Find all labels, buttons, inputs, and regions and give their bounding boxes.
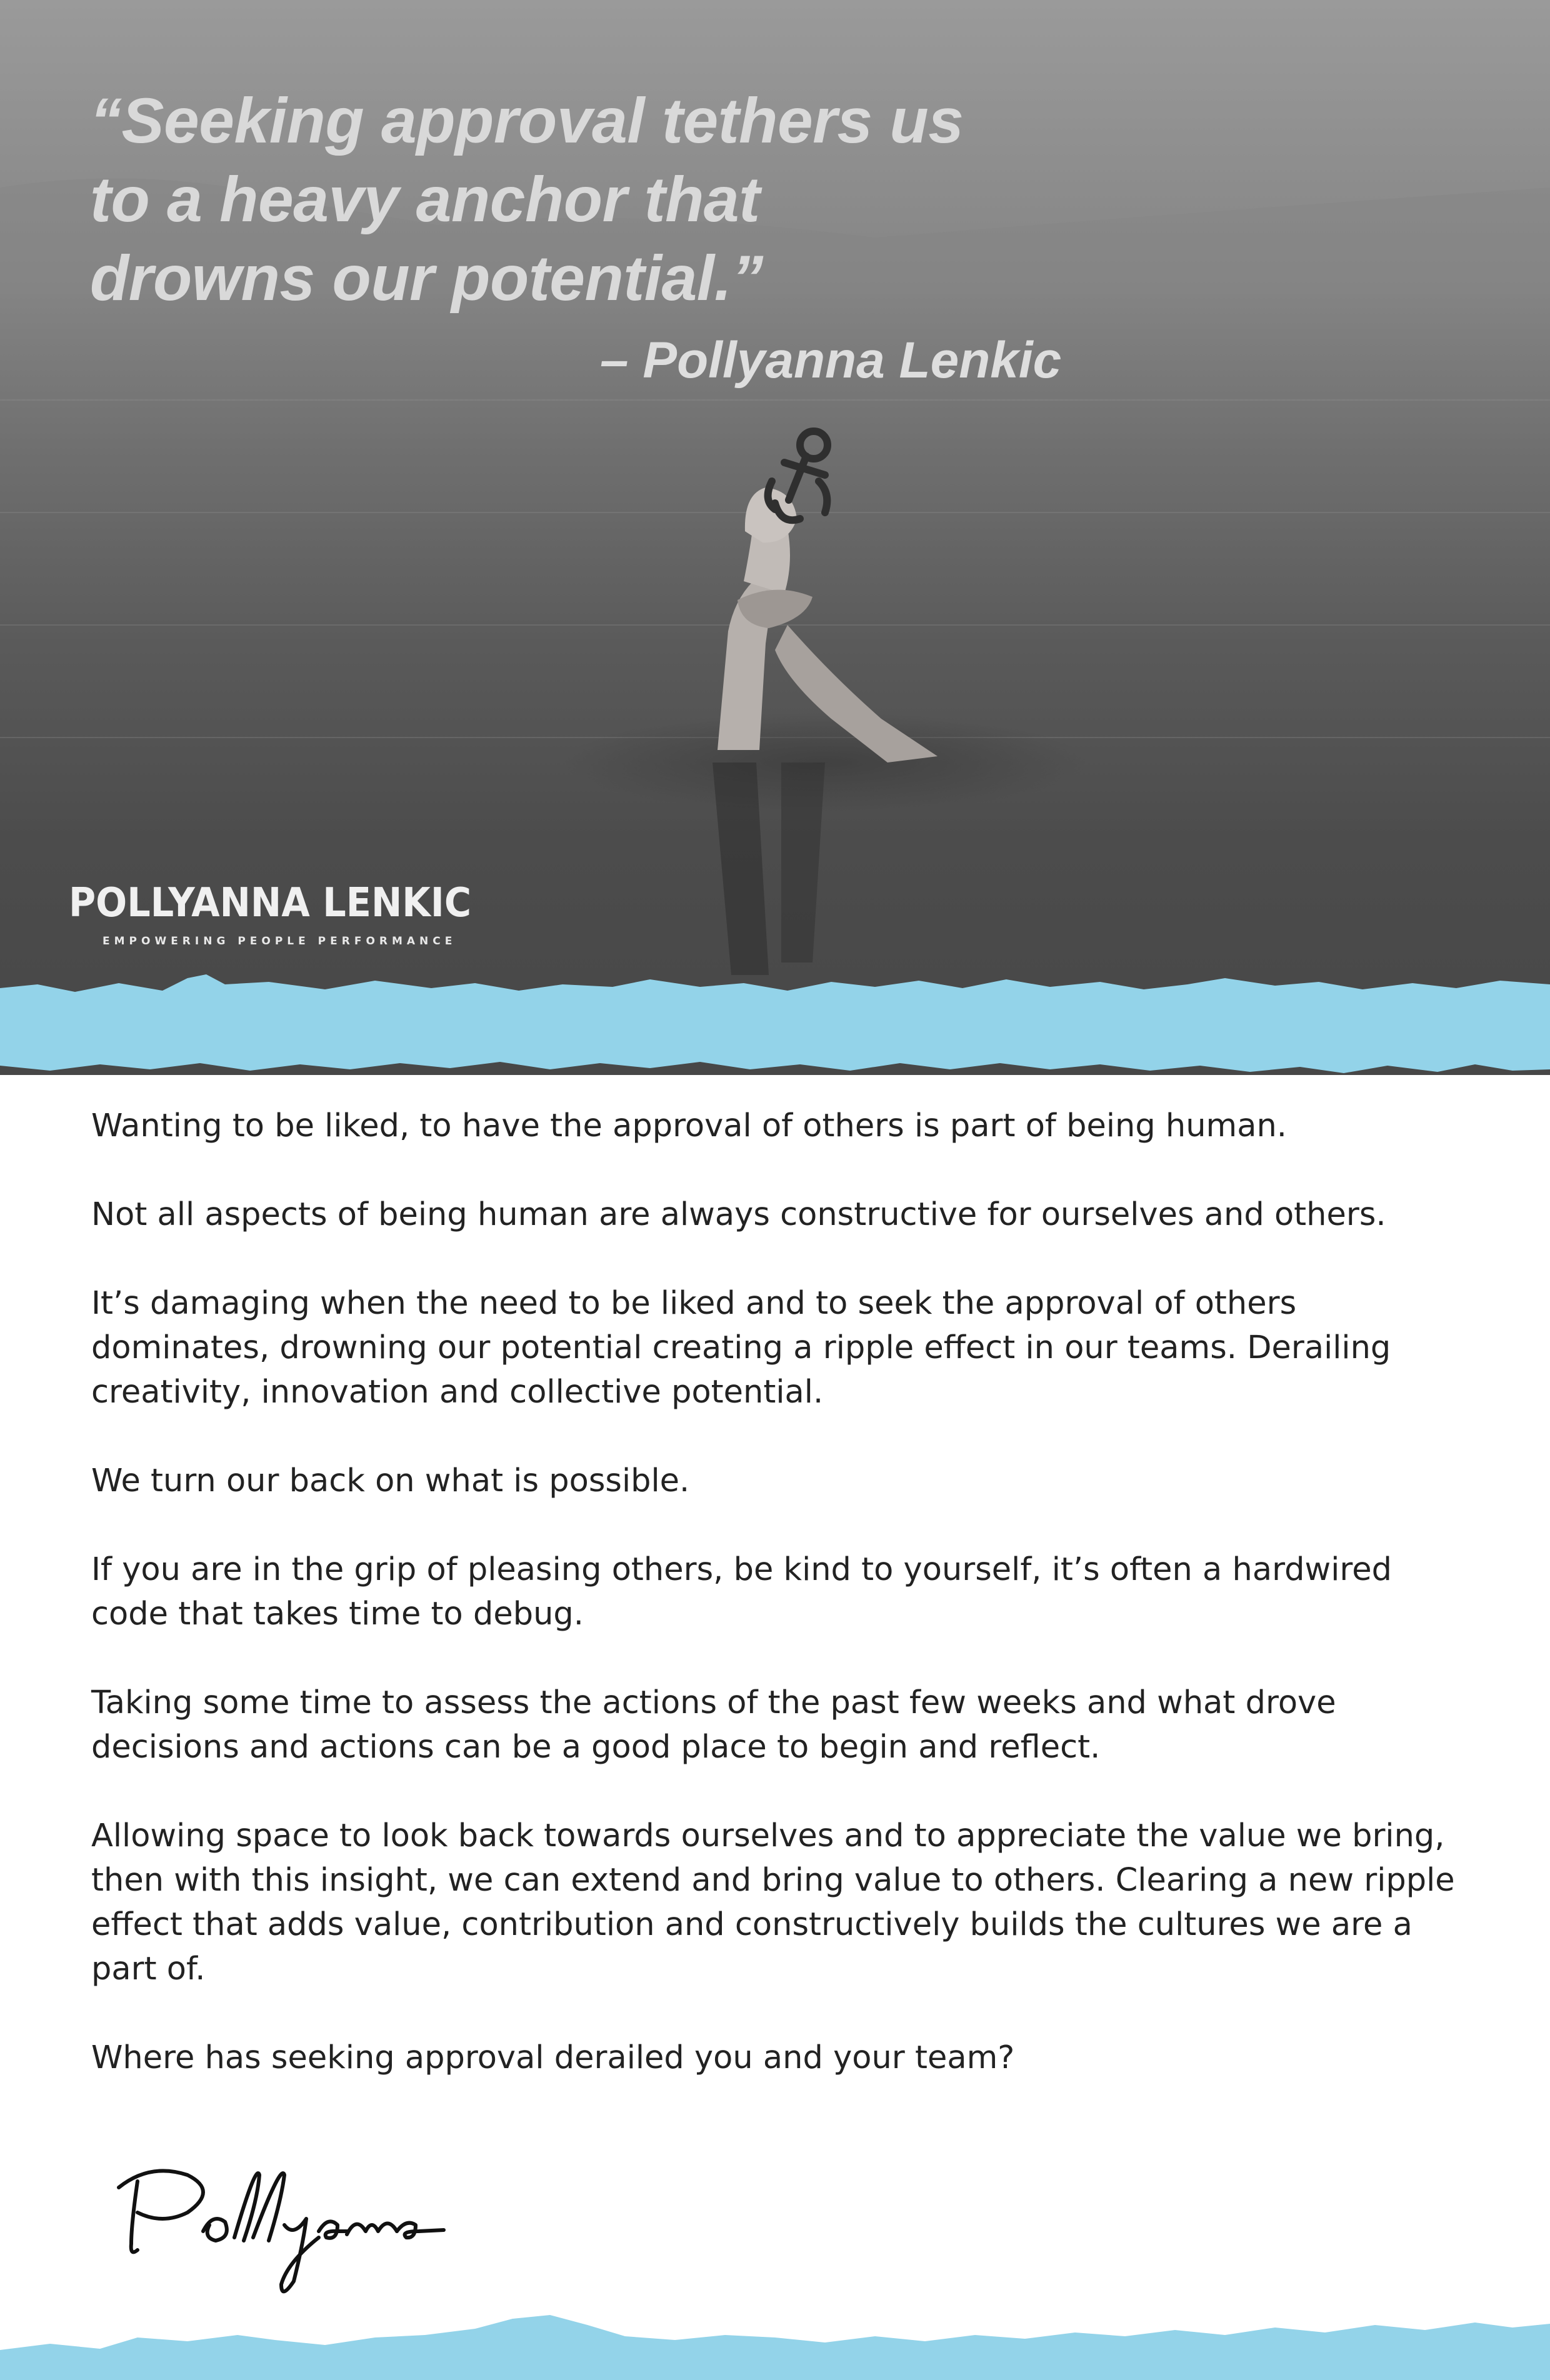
- paragraph: Taking some time to assess the actions of the past few weeks and what drove decisions and actions can be a good place to begin and reflect.: [91, 1684, 1336, 1766]
- quote-attribution: – Pollyanna Lenkic: [600, 332, 1062, 389]
- hero-quote: [90, 81, 963, 318]
- paragraph: If you are in the grip of pleasing others, be kind to yourself, it’s often a hardwired code that takes time to debug.: [91, 1551, 1392, 1632]
- torn-paper-bottom: [0, 2275, 1550, 2380]
- paragraph: We turn our back on what is possible.: [91, 1462, 690, 1499]
- article-body: [91, 1104, 1479, 2124]
- paragraph: Not all aspects of being human are always constructive for ourselves and others.: [91, 1196, 1386, 1233]
- paragraph: Where has seeking approval derailed you and your team?: [91, 2039, 1015, 2076]
- brand-logo: [69, 880, 506, 948]
- paragraph: Allowing space to look back towards ourselves and to appreciate the value we bring, then with this insight, we can extend and bring value to others. Clearing a new ripple effect that adds value, contribution and constructively builds the cultures we are a part of.: [91, 1818, 1455, 1988]
- brand-name: POLLYANNA LENKIC: [69, 880, 472, 926]
- torn-paper-top: [0, 966, 1550, 1091]
- paragraph: Wanting to be liked, to have the approval of others is part of being human.: [91, 1108, 1288, 1144]
- quote-line: drowns our potential.”: [90, 242, 763, 314]
- quote-line: to a heavy anchor that: [90, 164, 760, 235]
- quote-line: “Seeking approval tethers us: [90, 85, 964, 156]
- brand-tagline: EMPOWERING PEOPLE PERFORMANCE: [102, 935, 457, 948]
- hand-holding-anchor-icon: [718, 431, 938, 762]
- hero-banner: [0, 0, 1550, 1075]
- paragraph: It’s damaging when the need to be liked and to seek the approval of others dominates, drowning our potential creating a ripple effect in our teams. Derailing creativity, innovation and collective potential.: [91, 1285, 1391, 1411]
